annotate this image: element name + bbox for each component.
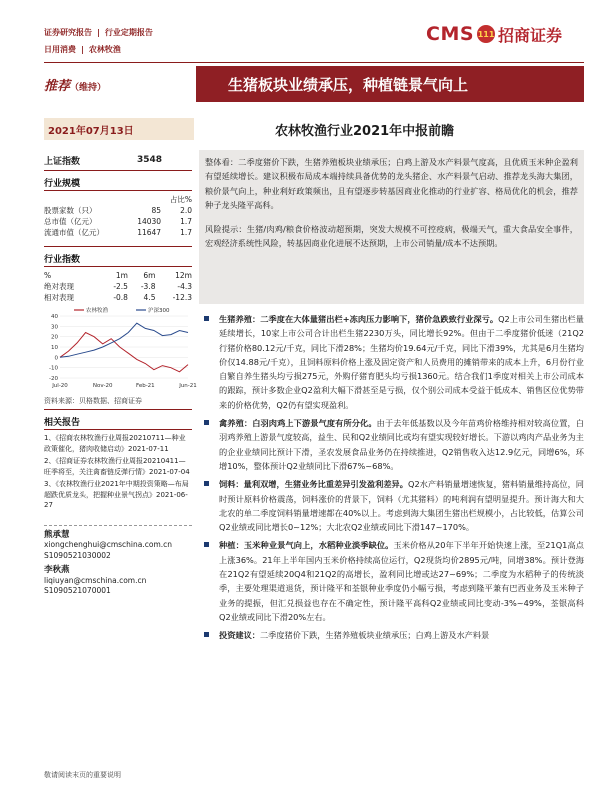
cell: 14030: [137, 217, 162, 226]
header-divider: [44, 62, 584, 63]
cell: 相对表现: [44, 293, 74, 302]
cell: -2.5: [113, 282, 128, 291]
report-title: 农林牧渔行业2021年中报前瞻: [275, 124, 455, 139]
perf-title: 行业指数: [44, 254, 81, 265]
bullet-item: [201, 312, 584, 412]
risk-warning: 风险提示：生猪/肉鸡/粮食价格波动超预期，突发大规模不可控疫病，极端天气，重大食品安全事件，宏观经济系统性风险，转基因商业化进展不达预期，上市公司销量/成本不达预期。: [205, 224, 578, 249]
cell: 6m: [143, 271, 156, 280]
summary-box: [199, 150, 584, 304]
cell: 4.5: [143, 293, 156, 302]
divider: [44, 170, 192, 171]
perf-table: [44, 270, 192, 303]
series-line: [60, 333, 188, 372]
category: 日用消费: [44, 45, 76, 54]
cell: 1m: [115, 271, 128, 280]
divider: [44, 429, 192, 430]
table-row: [44, 292, 192, 303]
bullet-head: 禽养殖：白羽肉鸡上下游景气度有所分化。: [219, 418, 377, 429]
bullet-body: Q2上市公司生猪出栏量延续增长，10家上市公司合计出栏生猪2230万头，同比增长92%。但由于二季度猪价低迷（21Q2行猪价格80.12元/千克，同比下滑28%；生猪均价19.64元/千克，同比下滑39%，尤其是6月生猪均价仅14.88元/千克），且饲料原料价格上涨及固定资产和人员费用的摊销带来的成本上升，6月份行业自繁自养生猪头均亏损275元，外购仔猪育肥头均亏损1360元。结合我们1季度对相关上市公司成本的跟踪，预计多数企业Q2盈利大幅下滑甚至是亏损，仅个别公司成本受益于低成本、销售区位优势带来的价格优势，Q2仍有望实现盈利。: [219, 314, 584, 410]
left-sidebar: [44, 150, 197, 597]
cell: 1.7: [180, 228, 192, 237]
bullet-head: 饲料：量利双增，生猪业务比重差异引发盈利差异。: [219, 479, 408, 490]
cell: -4.3: [177, 282, 192, 291]
logo-seal-icon: 111: [477, 25, 495, 43]
index-value: 3548: [136, 155, 162, 165]
analyst-cert: S1090521030002: [44, 550, 111, 560]
cell: 1.7: [180, 217, 192, 226]
bullet-head: 生猪养殖：二季度在大体量猪出栏+冻肉压力影响下，猪价急跌致行业深亏。: [219, 314, 499, 324]
report-series: 行业定期报告: [104, 28, 153, 37]
y-tick-label: 20: [51, 334, 58, 341]
bullet-square-icon: [204, 481, 209, 486]
bullet-item: [201, 477, 584, 534]
rating-label: 推荐: [44, 79, 71, 94]
index-row: [44, 150, 192, 170]
bullet-body: 由于去年低基数以及今年苗鸡价格维持相对较高位置，白羽鸡养殖上游景气度较高，益生、民和Q2业绩同比或均有望实现较好增长。下游以鸡肉产品业务为主的企业业绩同比预计下滑，圣农发展食品业务仍在持续推进，Q2销售收入达12.9亿元，同增6%，环增10%，整体预计Q2业绩同比下滑67%~68%。: [219, 418, 584, 471]
report-type: 证券研究报告: [44, 28, 92, 37]
industry: 农林牧渔: [88, 45, 121, 54]
bullet-body: Q2水产料销量增速恢复，猪料销量维持高位，同时预计原料价格震荡，饲料涨价的背景下，饲料（尤其猪料）的吨利润有望明显提升。预计海大和大北农的单二季度饲料销量增速都在40%以上。考虑到海大集团生猪出栏规模小，占比较低，估算公司Q2业绩或同比增长0~12%；大北农Q2业绩或同比下滑147~170%。: [219, 479, 584, 533]
divider: [44, 409, 192, 410]
bullet-body: 二季度猪价下跌，生猪养殖板块业绩承压；白鸡上游及水产料景: [259, 630, 490, 641]
x-tick-label: Feb-21: [135, 383, 155, 389]
y-tick-label: 40: [51, 314, 58, 320]
scale-header: 占比%: [169, 195, 192, 204]
bullet-item: [201, 628, 584, 642]
scale-table: [44, 194, 192, 238]
divider: [44, 266, 192, 267]
divider: [44, 525, 192, 526]
summary-main: 整体看：二季度猪价下跌，生猪养殖板块业绩承压；白鸡上游及水产料景气度高，且优质玉米种企盈利有望延续增长。建议积极布局成本端持续具备优势的龙头猪企、水产料景气启动、推荐龙头海大集团，粮价景气向上，种业利好政策频出，且有望逐步转基因商业化推动的行业扩容、格局优化的机会，推荐种子龙头隆平高科。: [205, 157, 578, 210]
rating: [44, 75, 106, 94]
related-report[interactable]: 1、《招商农林牧渔行业周报20210711—种业政策催化，猪肉收储启动》2021-07-11: [44, 434, 186, 453]
legend-label: 农林牧渔: [86, 308, 109, 314]
header-tags: 证券研究报告 | 行业定期报告 日用消费 | 农林牧渔: [44, 28, 153, 54]
cms-logo: [426, 20, 562, 48]
analyst-name: 熊承慧: [44, 529, 70, 540]
bullet-square-icon: [204, 542, 209, 547]
scale-title: 行业规模: [44, 178, 81, 189]
table-row: [44, 216, 192, 227]
related-report[interactable]: 3、《农林牧渔行业2021年中期投资策略—布局超跌优质龙头，把握种业景气拐点》2021-06-27: [44, 480, 189, 509]
bullet-head: 投资建议：: [219, 630, 260, 641]
analyst-email[interactable]: xiongchenghui@cmschina.com.cn: [44, 540, 173, 549]
bullet-square-icon: [204, 316, 209, 321]
analyst-cert: S1090521070001: [44, 586, 111, 595]
index-chart: [44, 306, 197, 392]
x-tick-label: Jul-20: [52, 383, 68, 389]
cell: 总市值（亿元）: [44, 217, 97, 226]
bullet-square-icon: [204, 420, 209, 425]
table-header: [44, 270, 192, 281]
y-tick-label: -10: [49, 365, 58, 372]
cell: 11647: [137, 228, 162, 237]
cell: -12.3: [172, 293, 192, 302]
cell: 股票家数（只）: [44, 206, 97, 215]
bullet-item: [201, 538, 584, 624]
y-tick-label: 0: [54, 355, 58, 362]
x-tick-label: Jun-21: [179, 383, 197, 389]
report-date: 2021年07月13日: [44, 118, 194, 140]
chart-source: 资料来源：贝格数据、招商证券: [44, 397, 142, 405]
index-chart-svg: [44, 306, 197, 392]
rating-sub: （维持）: [70, 83, 107, 93]
analyst: [44, 530, 192, 562]
cell: 流通市值（亿元）: [44, 228, 104, 237]
divider: [44, 246, 192, 247]
cell: 绝对表现: [44, 282, 74, 291]
related-report[interactable]: 2、《招商证券农林牧渔行业周报20210411—旺季将至，关注禽畜链反弹行情》2021-07-04: [44, 457, 190, 476]
cell: -0.8: [113, 293, 128, 302]
bullet-list: [201, 312, 584, 647]
y-tick-label: 30: [51, 324, 58, 331]
index-label: 上证指数: [44, 156, 81, 167]
cell: 85: [151, 206, 162, 215]
bullet-square-icon: [204, 632, 209, 637]
table-row: [44, 227, 192, 238]
y-tick-label: -20: [49, 376, 58, 382]
bullet-body: 玉米价格从20年下半年开始快速上涨，至21Q1高点上涨36%。21年上半年国内玉米价格持续高位运行，Q2现货均价2895元/吨，同增38%。预计登海在21Q2有望延续20Q4和21Q2的高增长，盈利同比增或达27~69%；二季度为水稻种子的传统淡季，主要处理渠道退货，预计隆平和荃银种业季度仍小幅亏损，考虑到隆平兼有巴西业务及玉米种子业务的提振，但汇兑损益也存在不确定性，预计隆平高科Q2业绩或同比变动-3%~49%，荃银高科Q2业绩或同比下滑20%左右。: [219, 540, 584, 622]
title-banner: 生猪板块业绩承压，种植链景气向上: [196, 66, 584, 102]
analyst: [44, 565, 192, 597]
cell: -3.8: [140, 282, 156, 291]
cell: 2.0: [180, 206, 192, 215]
table-row: [44, 205, 192, 216]
analyst-name: 李秋燕: [44, 565, 70, 575]
footer-note: 敬请阅读末页的重要说明: [44, 771, 121, 779]
bullet-head: 种植：玉米种业景气向上，水稻种业淡季缺位。: [219, 540, 394, 551]
related-title: 相关报告: [44, 417, 81, 428]
logo-cn: 招商证券: [498, 25, 563, 45]
y-tick-label: 10: [51, 345, 58, 351]
legend-label: 沪深300: [148, 308, 170, 314]
cell: 12m: [175, 271, 192, 280]
bullet-item: [201, 416, 584, 473]
analyst-email[interactable]: liqiuyan@cmschina.com.cn: [44, 575, 147, 585]
table-row: [44, 281, 192, 292]
divider: [44, 190, 192, 191]
logo-en: CMS: [426, 23, 475, 45]
x-tick-label: Nov-20: [92, 383, 113, 389]
cell: %: [44, 271, 52, 280]
